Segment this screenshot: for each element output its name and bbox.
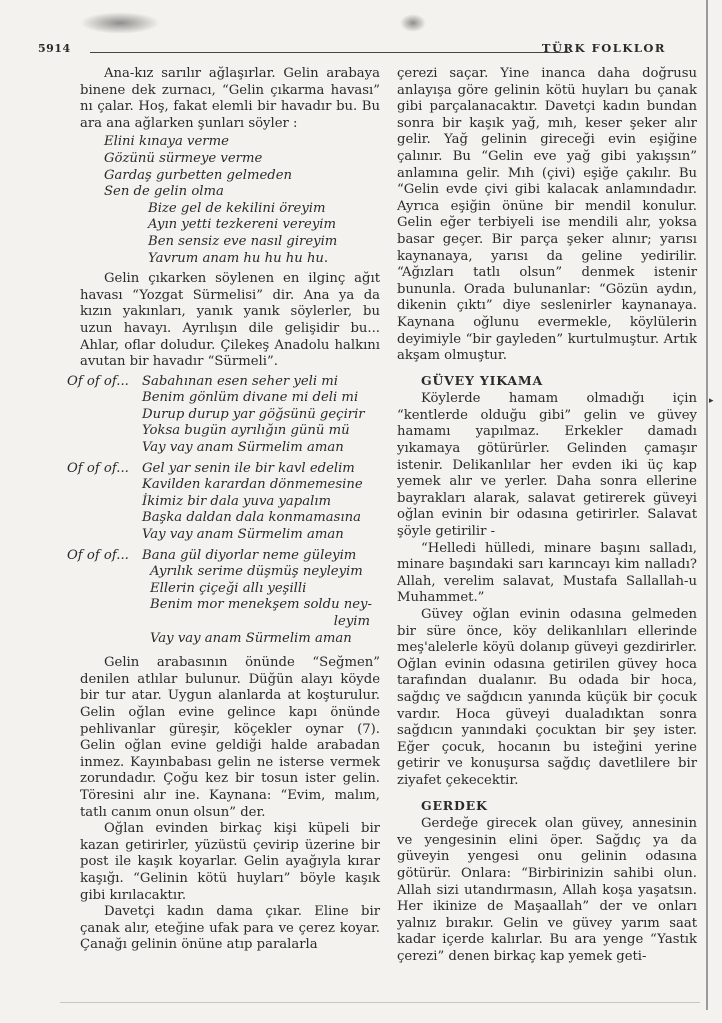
verse-line: Gel yar senin ile bir kavl edelim xyxy=(142,460,355,476)
verse-line: Ayın yetti tezkereni vereyim xyxy=(148,217,336,233)
surmeli-song xyxy=(67,374,380,648)
stanza-prefix: Of of of... xyxy=(67,547,129,563)
verse-line: Ellerin çiçeği allı yeşilli xyxy=(150,580,307,596)
verse-line: Yoksa bugün ayrılığın günü mü xyxy=(142,423,350,439)
verse-line: Benim gönlüm divane mi deli mi xyxy=(142,390,359,406)
stanza xyxy=(67,461,380,544)
paragraph: Gelin arabasının önünde “Seğmen” denilen atlılar bulunur. Düğün alayı köyde bir tur atar. Uygun alanlarda at koşturulur. Gelin oğlan evine gelince kapı önünde pehlivanlar güreşir, köçekler oynar (7). Gelin oğlan evine geldiği halde arabadan inmez. Kayınbabası gelin ne isterse vermek zorundadır. Çoğu kez bir tosun ister gelin. Töresini alır ine. Kaynana: “Evim, malım, tatlı canım onun olsun” der. xyxy=(80,655,380,820)
paragraph: Köylerde hamam olmadığı için “kentlerde olduğu gibi” gelin ve güvey hamamı yapılmaz. Erkekler damadı yıkamaya götürürler. Gelinden çamaşır istenir. Delikanlılar her evden iki üç kap yemek alır ve yerler. Daha sonra ellerine bayrakları alarak, salavat getirerek güveyi oğlan evinin bir odasına getirirler. Salavat şöyle getirilir - xyxy=(397,391,697,540)
verse-line: Kavilden karardan dönmemesine xyxy=(142,477,363,493)
verse-line: Sen de gelin olma xyxy=(104,184,224,200)
journal-title: TÜRK FOLKLOR xyxy=(541,41,666,55)
verse-line: Ayrılık serime düşmüş neyleyim xyxy=(150,564,363,580)
paragraph: Davetçi kadın dama çıkar. Eline bir çanak alır, eteğine ufak para ve çerez koyar. Çanağı gelinin önüne atıp paralarla xyxy=(80,904,380,953)
stanza-prefix: Of of of... xyxy=(67,460,129,476)
quoted-salavat: “Helledi hülledi, minare başını salladı, minare başındaki sarı karıncayı kim nalladı? Allah, verelim salavat, Mustafa Sallallah-u Muhammet.” xyxy=(397,540,697,606)
verse-line: Benim mor menekşem soldu ney- xyxy=(150,597,372,613)
page-header xyxy=(38,36,666,56)
paragraph: Gerdeğe girecek olan güvey, annesinin ve yengesinin elini öper. Sağdıç ya da güveyin yengesi onu gelinin odasına götürür. Onlara: “Birbirinizin sahibi olun. Allah sizi utandırmasın, Allah koşa yaşatsın. Her ikinize de Maşaallah” der ve onları yalnız bırakır. Gelin ve güvey yarım saat kadar içerde kalırlar. Bu ara yenge “Yastık çerezi” denen birkaç kap yemek geti- xyxy=(397,816,697,964)
page-edge-line xyxy=(706,0,708,1010)
section-heading-gerdek: GERDEK xyxy=(421,797,488,813)
lament-verse xyxy=(80,134,380,267)
paragraph: Oğlan evinden birkaç kişi küpeli bir kazan getirirler, yüzüstü çevirip üzerine bir post ile kaşık koyarlar. Gelin ayağıyla kırar kaşığı. “Gelinin kötü huyları” böyle kaşık gibi kırılacaktır. xyxy=(80,821,380,903)
verse-line-continuation: leyim xyxy=(333,614,370,629)
stanza-prefix: Of of of... xyxy=(67,373,129,389)
paragraph: Gelin çıkarken söylenen en ilginç ağıt havası “Yozgat Sürmelisi” dir. Ana ya da kızın yakınları, yanık yanık söylerler, bu uzun havayı. Ayrılışın dile gelişidir bu... Ahlar, oflar doludur. Çilekeş Anadolu halkını avutan bir havadır “Sürmeli”. xyxy=(80,271,380,370)
stanza xyxy=(67,548,380,648)
verse-line: Gardaş gurbetten gelmeden xyxy=(104,167,293,183)
left-column xyxy=(67,66,380,954)
paragraph: Güvey oğlan evinin odasına gelmeden bir süre önce, köy delikanlıları ellerinde meş'alelerle köyü dolanıp güveyi gezdirirler. Oğlan evinin odasına getirilen güvey hoca tarafından dualanır. Bu odada bir hoca, sağdıç ve sağdıcın yanında küçük bir çocuk vardır. Hoca güveyi dualadıktan sonra sağdıcın yanındaki çocuktan bir şey ister. Eğer çocuk, hocanın bu isteğini yerine getirir ve konuşursa sağdıç davetlilere bir ziyafet çekecektir. xyxy=(397,607,697,788)
verse-line: Sabahınan esen seher yeli mi xyxy=(142,373,338,389)
page-number: 5914 xyxy=(38,42,71,55)
bottom-edge xyxy=(60,1002,700,1003)
verse-line: Bana gül diyorlar neme güleyim xyxy=(142,547,357,563)
verse-line: Vay vay anam Sürmelim aman xyxy=(142,527,344,543)
verse-line: Başka daldan dala konmamasına xyxy=(142,510,361,526)
stanza xyxy=(67,374,380,457)
verse-line: Yavrum anam hu hu hu hu. xyxy=(148,250,329,266)
verse-line: Bize gel de kekilini öreyim xyxy=(148,200,326,216)
print-smudge xyxy=(400,14,426,32)
verse-line: Gözünü sürmeye verme xyxy=(104,150,263,166)
paragraph: Ana-kız sarılır ağlaşırlar. Gelin arabaya binene dek zurnacı, “Gelin çıkarma havası” nı çalar. Hoş, fakat elemli bir havadır bu. Bu ara ana ağlarken şunları söyler : xyxy=(80,66,380,131)
paragraph: çerezi saçar. Yine inanca daha doğrusu anlayışa göre gelinin kötü huyları bu çanak gibi parçalanacaktır. Davetçi kadın bundan sonra bir kaşık yağ, mıh, keser şeker alır gelir. Yağ gelinin gireceği evin eşiğine çalınır. Bu “Gelin eve yağ gibi yakışsın” anlamına gelir. Mıh (çivi) eşiğe çakılır. Bu “Gelin evde çivi gibi kalacak anlamındadır. Ayrıca eşiğin önüne bir mendil konulur. Gelin eğer terbiyeli ise mendili alır, yoksa basar geçer. Bir parça şeker alınır; yarısı kaynanaya, yarısı da geline yedirilir. “Ağızları tatlı olsun” denmek istenir bununla. Orada bulunanlar: “Gözün aydın, dikenin çıktı” diye seslenirler kaynanaya. Kaynana oğlunu evermekle, köylülerin deyimiyle “bir gayleden” kurtulmuştur. Artık akşam olmuştur. xyxy=(397,66,697,364)
verse-line: Elini kınaya verme xyxy=(104,134,229,150)
margin-mark-icon: ▸ xyxy=(709,396,714,406)
verse-line: Ben sensiz eve nasıl gireyim xyxy=(148,233,338,249)
right-column xyxy=(397,66,697,965)
verse-line: Vay vay anam Sürmelim aman xyxy=(142,440,344,456)
header-rule xyxy=(90,52,570,53)
section-heading-guvey-yikama: GÜVEY YIKAMA xyxy=(421,372,544,388)
print-smudge xyxy=(80,12,160,34)
verse-line: Vay vay anam Sürmelim aman xyxy=(150,630,352,646)
verse-line: İkimiz bir dala yuva yapalım xyxy=(142,493,332,509)
verse-line: Durup durup yar göğsünü geçirir xyxy=(142,406,365,422)
